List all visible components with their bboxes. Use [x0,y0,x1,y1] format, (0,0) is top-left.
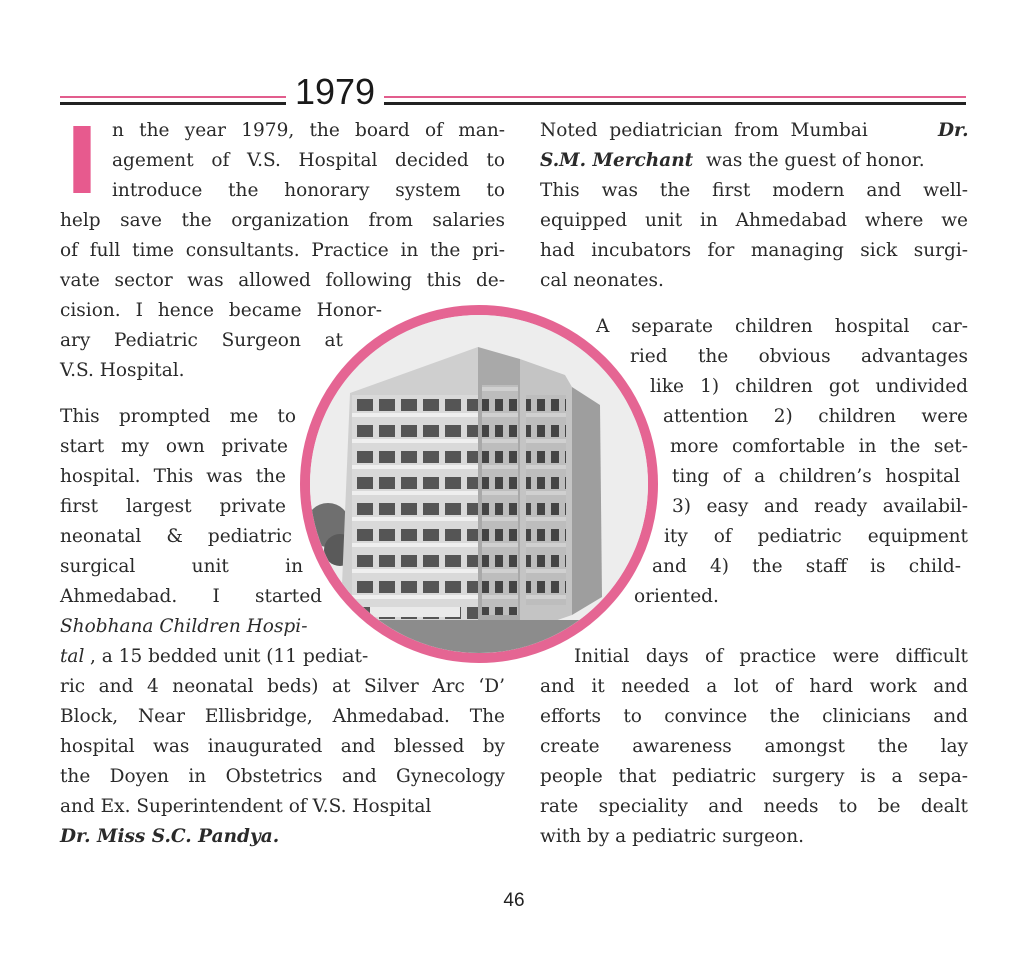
right-line: more comfortable in the set- [670,436,968,457]
right-line: ity of pediatric equipment [664,526,968,547]
left-line: cision. I hence became Honor- [60,300,382,321]
page-number: 46 [503,890,525,911]
left-line: hospital was inaugurated and blessed by [60,736,505,757]
left-line: agement of V.S. Hospital decided to [112,150,505,171]
left-line: vate sector was allowed following this de- [60,270,505,291]
building-illustration [310,315,648,653]
left-line: first largest private [60,496,286,517]
right-line: ried the obvious advantages [630,346,968,367]
left-line: the Doyen in Obstetrics and Gynecology [60,766,505,787]
header-rule-right-dark [384,102,966,105]
header-rule-right-pink [384,96,966,98]
right-line: oriented. [634,586,719,607]
right-line: efforts to convince the clinicians and [540,706,968,727]
header-rule-left-pink [60,96,286,98]
right-line-bold: Dr. [938,120,969,141]
right-line: with by a pediatric surgeon. [540,826,805,847]
left-line: ric and 4 neonatal beds) at Silver Arc ‘D’ [60,676,505,697]
left-line: help save the organization from salaries [60,210,505,231]
left-line: introduce the honorary system to [112,180,505,201]
drop-cap: I [64,122,100,202]
left-line: surgical unit in [60,556,303,577]
left-line: Shobhana Children Hospi- [60,616,308,637]
right-line: and it needed a lot of hard work and [540,676,968,697]
right-line: rate speciality and needs to be dealt [540,796,968,817]
right-line: ting of a children’s hospital [672,466,960,487]
right-line: 3) easy and ready availabil- [672,496,968,517]
right-line: like 1) children got undivided [650,376,968,397]
right-line: had incubators for managing sick surgi- [540,240,968,261]
right-line: people that pediatric surgery is a sepa- [540,766,968,787]
left-line: and Ex. Superintendent of V.S. Hospital [60,796,432,817]
left-line: n the year 1979, the board of man- [112,120,505,141]
left-line: ary Pediatric Surgeon at [60,330,343,351]
left-line: This prompted me to [60,406,296,427]
right-line: and 4) the staff is child- [652,556,961,577]
right-line: was the guest of honor. [706,150,925,171]
right-line: cal neonates. [540,270,664,291]
left-line-italic-part: tal [60,646,85,667]
hospital-building-photo [300,305,658,663]
left-line: V.S. Hospital. [60,360,185,381]
page-title-year: 1979 [294,71,376,112]
header-rule-left-dark [60,102,286,105]
right-line-bold: S.M. Merchant [540,150,694,171]
right-line: equipped unit in Ahmedabad where we [540,210,968,231]
right-line: attention 2) children were [663,406,968,427]
left-line: start my own private [60,436,288,457]
right-line: Noted pediatrician from Mumbai [540,120,868,141]
right-line: This was the first modern and well- [540,180,968,201]
left-line: , a 15 bedded unit (11 pediat- [90,646,369,667]
right-line: A separate children hospital car- [596,316,968,337]
left-line: Block, Near Ellisbridge, Ahmedabad. The [60,706,505,727]
left-line-bold: Dr. Miss S.C. Pandya. [60,826,280,847]
right-line: Initial days of practice were difficult [574,646,968,667]
left-line: neonatal & pediatric [60,526,292,547]
left-line: of full time consultants. Practice in the pri- [60,240,505,261]
left-line: Ahmedabad. I started [60,586,322,607]
right-line: create awareness amongst the lay [540,736,968,757]
left-line: hospital. This was the [60,466,286,487]
